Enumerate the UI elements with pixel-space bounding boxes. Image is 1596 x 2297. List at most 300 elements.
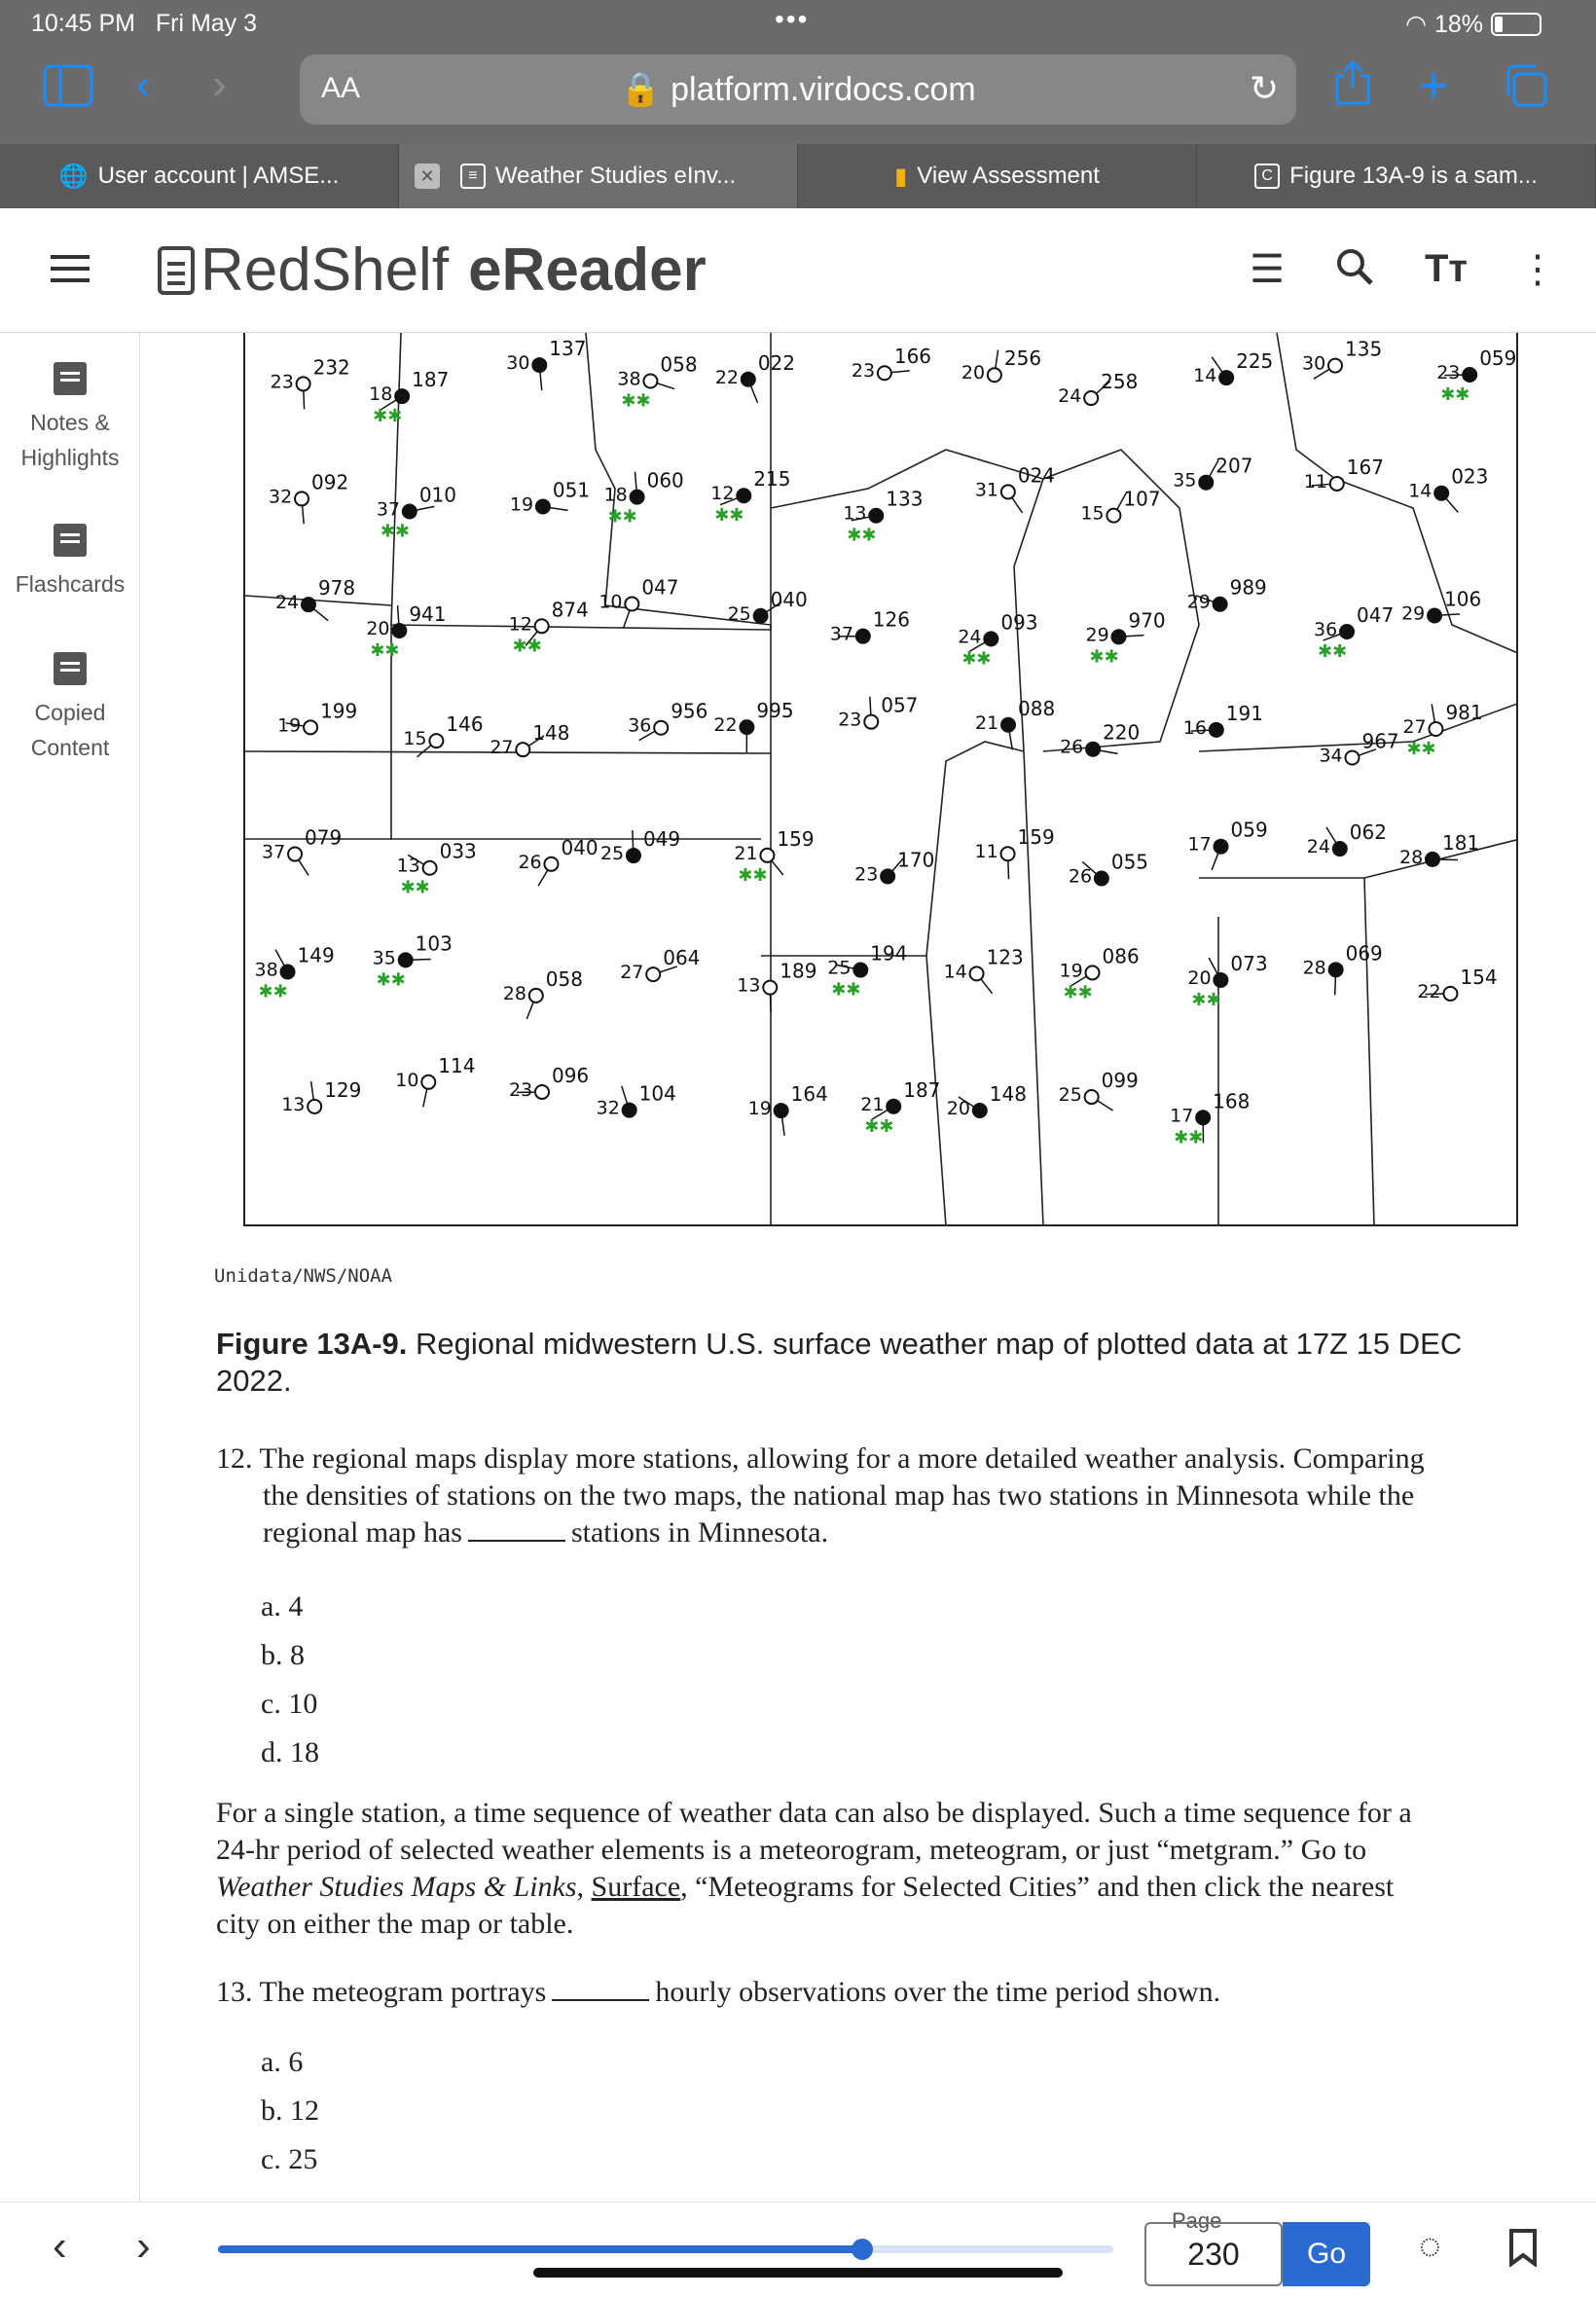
- station-temp-label: 24: [1306, 836, 1330, 858]
- tab-weather-studies[interactable]: ✕ ≡ Weather Studies eInv...: [399, 144, 798, 208]
- browser-toolbar: [0, 47, 1596, 144]
- station-pressure-label: 135: [1345, 337, 1383, 361]
- station-temp-label: 28: [1302, 957, 1326, 979]
- station-temp-label: 22: [713, 714, 738, 737]
- snow-symbol: ✱✱: [512, 636, 542, 656]
- station-plot: [944, 945, 1024, 993]
- station-temp-label: 32: [269, 486, 293, 508]
- option-b: b. 8: [261, 1639, 305, 1671]
- station-temp-label: 19: [1059, 960, 1083, 982]
- globe-icon: 🌐: [58, 163, 89, 190]
- surface-link[interactable]: Surface: [591, 1871, 681, 1903]
- reload-icon[interactable]: ↻: [1249, 68, 1279, 108]
- station-plot: [1417, 966, 1497, 1003]
- app-header: [0, 208, 1596, 333]
- station-pressure-label: 022: [757, 350, 796, 375]
- station-temp-label: 29: [1186, 591, 1211, 613]
- next-page-icon[interactable]: ›: [136, 2222, 151, 2270]
- station-temp-label: 21: [734, 842, 758, 864]
- station-pressure-label: 099: [1101, 1069, 1139, 1093]
- station-plot: [1183, 702, 1263, 739]
- station-plot: [1173, 455, 1252, 492]
- station-pressure-label: 058: [545, 966, 583, 991]
- station-plot: [1059, 1069, 1139, 1111]
- station-plot: [961, 346, 1041, 383]
- station-pressure-label: 989: [1229, 575, 1267, 600]
- station-plot: [737, 960, 816, 1013]
- station-temp-label: 15: [1080, 502, 1105, 525]
- station-temp-label: 29: [1401, 602, 1426, 625]
- previous-page-icon[interactable]: ‹: [53, 2222, 67, 2270]
- header-actions: [1250, 247, 1557, 296]
- station-pressure-label: 967: [1361, 729, 1399, 753]
- station-temp-label: 10: [598, 591, 623, 613]
- station-temp-label: 25: [1058, 1084, 1082, 1107]
- station-pressure-label: 168: [1213, 1089, 1251, 1113]
- tab-user-account[interactable]: 🌐 User account | AMSE...: [0, 144, 399, 208]
- progress-fill: [218, 2245, 862, 2253]
- station-pressure-label: 096: [551, 1063, 590, 1087]
- station-temp-label: 10: [395, 1069, 419, 1091]
- station-pressure-label: 103: [415, 931, 453, 956]
- station-plot: [503, 967, 583, 1019]
- station-pressure-label: 170: [897, 848, 935, 872]
- question-12: 12. The regional maps display more stations, allowing for a more detailed weather analysis. Comparing the densities of stations on the two maps, the national map has two stations in Minnesota while the regional map has stations in Minnesota.: [216, 1442, 1425, 1549]
- station-temp-label: 31: [974, 479, 999, 501]
- station-plot: [1188, 819, 1268, 870]
- go-button[interactable]: Go: [1283, 2222, 1370, 2286]
- snow-symbol: ✱✱: [714, 505, 744, 526]
- station-plot: [713, 699, 793, 752]
- station-pressure-label: 088: [1018, 696, 1056, 720]
- station-plot: [1060, 944, 1140, 1002]
- station-plot: [620, 946, 700, 983]
- station-plot: [1304, 456, 1384, 492]
- reader-aa-button[interactable]: AA: [321, 72, 361, 104]
- share-icon[interactable]: [1333, 60, 1372, 116]
- station-temp-label: 30: [1302, 352, 1326, 375]
- snow-symbol: ✱✱: [380, 521, 410, 541]
- station-plot: [1193, 349, 1273, 386]
- station-temp-label: 27: [620, 962, 644, 984]
- station-temp-label: 17: [1187, 833, 1212, 856]
- station-pressure-label: 981: [1445, 700, 1483, 724]
- station-pressure-label: 114: [438, 1053, 476, 1077]
- sidebar-item-copied-content[interactable]: Copied Content: [0, 652, 140, 765]
- station-plot: [1402, 701, 1482, 758]
- station-temp-label: 13: [396, 855, 420, 877]
- station-plot: [1060, 721, 1140, 758]
- station-temp-label: 23: [1436, 361, 1461, 383]
- table-of-contents-icon[interactable]: ☰: [1250, 248, 1285, 291]
- option-a: a. 6: [261, 2046, 304, 2078]
- tabs-overview-icon[interactable]: [1505, 64, 1549, 118]
- station-plot: [262, 826, 342, 876]
- station-plot: [1307, 820, 1387, 857]
- station-plot: [628, 700, 707, 741]
- station-plot: [269, 470, 348, 524]
- station-plot: [377, 484, 456, 541]
- station-pressure-label: 149: [297, 943, 335, 967]
- station-pressure-label: 258: [1101, 370, 1139, 394]
- station-temp-label: 25: [727, 602, 751, 625]
- station-pressure-label: 194: [870, 941, 908, 966]
- station-pressure-label: 129: [324, 1077, 362, 1102]
- station-temp-label: 32: [596, 1097, 620, 1119]
- meteogram-paragraph: For a single station, a time sequence of weather data can also be displayed. Such a time sequence for a 24-hr period of selected weather elements is a meteorogram, meteogram, or just “metgram.” Go to Weather Studies Maps & Links, Surface, “Meteograms for Selected Cities” and then click the nearest city on either the map or table.: [216, 1797, 1412, 1940]
- q13-options: [261, 2038, 319, 2184]
- option-c: c. 25: [261, 2143, 318, 2175]
- snow-symbol: ✱✱: [1318, 641, 1348, 662]
- menu-icon[interactable]: [51, 255, 90, 290]
- station-plot: [843, 488, 923, 545]
- station-plot: [1399, 831, 1479, 868]
- station-temp-label: 20: [1187, 966, 1212, 989]
- station-pressure-label: 051: [552, 478, 591, 502]
- home-indicator: [533, 2268, 1063, 2278]
- station-temp-label: 11: [974, 841, 998, 863]
- station-pressure-label: 181: [1442, 830, 1480, 855]
- station-plot: [600, 827, 680, 864]
- station-pressure-label: 137: [549, 337, 587, 361]
- station-plot: [715, 351, 795, 403]
- surface-weather-map: [243, 333, 1518, 1226]
- station-pressure-label: 069: [1345, 941, 1383, 966]
- station-pressure-label: 207: [1215, 454, 1253, 478]
- figure-caption: Figure 13A-9. Regional midwestern U.S. surface weather map of plotted data at 17Z 15 DEC 2022.: [216, 1327, 1463, 1398]
- station-temp-label: 23: [851, 360, 876, 383]
- station-plot: [366, 602, 446, 660]
- station-pressure-label: 215: [753, 467, 791, 492]
- station-temp-label: 34: [1319, 745, 1343, 767]
- text-size-icon[interactable]: Tт: [1424, 247, 1468, 290]
- station-pressure-label: 033: [439, 839, 477, 863]
- station-plot: [597, 1082, 676, 1119]
- station-plot: [1319, 729, 1398, 766]
- redshelf-logo-icon: [158, 246, 195, 295]
- station-pressure-label: 225: [1236, 349, 1274, 374]
- sidebar-toggle-icon[interactable]: [43, 64, 93, 118]
- station-plot: [838, 694, 918, 731]
- station-temp-label: 24: [1058, 385, 1082, 408]
- station-temp-label: 20: [961, 362, 986, 384]
- wifi-icon: ◠: [1405, 11, 1427, 38]
- station-pressure-label: 187: [412, 368, 450, 392]
- answer-blank-13: [552, 1999, 649, 2001]
- station-pressure-label: 978: [317, 576, 356, 601]
- flashcards-icon: [54, 524, 87, 557]
- station-plot: [852, 345, 931, 382]
- progress-knob[interactable]: [852, 2239, 873, 2260]
- station-plot: [598, 575, 678, 628]
- station-temp-label: 12: [710, 483, 735, 505]
- station-plot: [275, 576, 355, 620]
- snow-symbol: ✱✱: [1440, 383, 1470, 404]
- snow-symbol: ✱✱: [961, 648, 992, 669]
- station-plot: [958, 610, 1037, 668]
- station-pressure-label: 058: [660, 352, 698, 377]
- bookmark-icon[interactable]: [1508, 2228, 1538, 2278]
- station-plot: [975, 825, 1055, 879]
- page-progress-slider[interactable]: [218, 2245, 1113, 2253]
- station-plot: [509, 1064, 589, 1101]
- station-plot: [373, 931, 453, 989]
- snow-symbol: ✱✱: [607, 506, 637, 527]
- station-temp-label: 13: [281, 1093, 306, 1115]
- station-pressure-label: 024: [1017, 463, 1056, 488]
- station-pressure-label: 106: [1444, 587, 1482, 611]
- station-pressure-label: 164: [790, 1082, 828, 1107]
- brand-logo: RedShelf eReader: [158, 236, 707, 305]
- snow-symbol: ✱✱: [1089, 646, 1119, 667]
- station-plot: [277, 699, 357, 736]
- station-temp-label: 19: [277, 714, 302, 737]
- station-plot: [728, 588, 808, 625]
- snow-symbol: ✱✱: [1191, 989, 1221, 1009]
- station-plot: [1187, 576, 1267, 613]
- station-temp-label: 21: [975, 711, 999, 734]
- option-b: b. 12: [261, 2095, 319, 2127]
- tab-figure[interactable]: C Figure 13A-9 is a sam...: [1197, 144, 1596, 208]
- station-pressure-label: 126: [872, 607, 910, 632]
- station-plot: [255, 943, 335, 1001]
- sidebar-item-notes[interactable]: Notes & Highlights: [0, 362, 140, 475]
- station-plot: [1302, 338, 1382, 380]
- station-temp-label: 20: [366, 617, 390, 639]
- station-pressure-label: 874: [551, 598, 589, 622]
- station-pressure-label: 023: [1451, 464, 1489, 489]
- station-temp-label: 23: [508, 1078, 533, 1101]
- station-plot: [1408, 465, 1488, 513]
- station-temp-label: 37: [829, 623, 853, 645]
- station-temp-label: 21: [860, 1093, 885, 1115]
- reader-sidebar: [0, 333, 140, 2202]
- station-temp-label: 12: [508, 613, 532, 636]
- tab-view-assessment[interactable]: ▮ View Assessment: [798, 144, 1197, 208]
- station-temp-label: 35: [1173, 469, 1197, 492]
- station-pressure-label: 059: [1230, 818, 1268, 842]
- station-temp-label: 30: [506, 352, 530, 375]
- snow-symbol: ✱✱: [370, 639, 400, 660]
- page-number-input[interactable]: 230: [1144, 2222, 1283, 2286]
- option-d: d. 18: [261, 1736, 319, 1768]
- address-bar[interactable]: [300, 55, 1296, 125]
- audio-read-icon[interactable]: ◌: [1419, 2226, 1441, 2267]
- station-pressure-label: 093: [1000, 610, 1038, 635]
- station-temp-label: 23: [854, 863, 879, 886]
- station-pressure-label: 073: [1230, 951, 1268, 975]
- station-pressure-label: 060: [646, 468, 684, 492]
- multitask-dots-icon[interactable]: •••: [775, 4, 810, 34]
- back-icon[interactable]: ‹: [136, 60, 151, 108]
- snow-symbol: ✱✱: [400, 877, 430, 897]
- station-pressure-label: 187: [903, 1077, 941, 1102]
- station-temp-label: 16: [1182, 716, 1207, 739]
- station-pressure-label: 232: [312, 355, 350, 380]
- station-plot: [1187, 952, 1267, 1009]
- snow-symbol: ✱✱: [831, 979, 861, 1000]
- station-pressure-label: 104: [638, 1081, 676, 1106]
- station-pressure-label: 146: [446, 712, 484, 737]
- station-plot: [1436, 346, 1516, 404]
- station-plot: [510, 478, 590, 515]
- snow-symbol: ✱✱: [847, 525, 877, 545]
- station-pressure-label: 167: [1346, 455, 1384, 479]
- snow-symbol: ✱✱: [621, 390, 651, 411]
- status-right: [1405, 10, 1542, 39]
- station-plot: [518, 836, 598, 886]
- station-plot: [1170, 1089, 1250, 1147]
- station-temp-label: 14: [1408, 480, 1433, 502]
- station-temp-label: 25: [827, 957, 852, 979]
- station-plot: [271, 355, 350, 409]
- station-temp-label: 19: [509, 493, 534, 516]
- station-plot: [734, 827, 814, 885]
- map-credit: Unidata/NWS/NOAA: [214, 1265, 393, 1287]
- more-options-icon[interactable]: ⋮: [1518, 248, 1557, 291]
- station-plot: [710, 467, 790, 525]
- station-pressure-label: 159: [777, 826, 815, 851]
- sidebar-item-flashcards[interactable]: Flashcards: [0, 524, 140, 602]
- snow-symbol: ✱✱: [376, 969, 406, 990]
- station-temp-label: 37: [376, 498, 401, 521]
- new-tab-icon[interactable]: +: [1419, 57, 1449, 114]
- station-temp-label: 23: [270, 371, 294, 393]
- station-pressure-label: 159: [1017, 825, 1055, 850]
- station-plot: [1069, 851, 1148, 888]
- station-plot: [395, 1054, 475, 1107]
- station-pressure-label: 086: [1102, 944, 1140, 968]
- station-pressure-label: 059: [1479, 346, 1517, 370]
- station-pressure-label: 040: [561, 835, 598, 859]
- copy-icon: [54, 652, 87, 685]
- station-temp-label: 38: [617, 368, 641, 390]
- station-pressure-label: 148: [532, 721, 570, 746]
- station-pressure-label: 047: [1357, 603, 1395, 628]
- station-plot: [369, 368, 449, 425]
- station-temp-label: 24: [958, 626, 982, 648]
- status-time: 10:45 PM Fri May 3: [31, 10, 258, 37]
- snow-symbol: ✱✱: [738, 864, 768, 885]
- station-pressure-label: 079: [305, 825, 343, 850]
- station-plot: [830, 608, 910, 645]
- question-13: 13. The meteogram portrays hourly observations over the time period shown.: [216, 1976, 1221, 2008]
- station-temp-label: 38: [254, 959, 278, 981]
- station-temp-label: 17: [1170, 1105, 1194, 1127]
- notes-icon: [54, 362, 87, 395]
- snow-symbol: ✱✱: [258, 981, 288, 1002]
- station-pressure-label: 166: [893, 345, 932, 369]
- station-pressure-label: 956: [671, 699, 708, 723]
- station-plot: [397, 840, 477, 897]
- reader-bottom-bar: [0, 2202, 1596, 2297]
- close-tab-icon[interactable]: ✕: [415, 164, 440, 189]
- bar-chart-icon: ▮: [894, 163, 908, 190]
- station-pressure-label: 123: [986, 945, 1024, 969]
- station-temp-label: 23: [838, 709, 862, 731]
- document-icon: ≡: [460, 164, 486, 189]
- battery-icon: [1491, 13, 1542, 36]
- station-plot: [1314, 603, 1394, 661]
- station-pressure-label: 107: [1123, 487, 1161, 511]
- station-temp-label: 18: [369, 383, 393, 406]
- c-icon: C: [1254, 164, 1280, 189]
- station-plot: [1058, 370, 1138, 407]
- station-temp-label: 25: [599, 843, 625, 865]
- station-temp-label: 36: [1314, 619, 1338, 641]
- station-plot: [748, 1082, 828, 1136]
- station-temp-label: 28: [502, 982, 526, 1004]
- search-icon[interactable]: [1335, 247, 1374, 296]
- q12-options: [261, 1583, 319, 1777]
- station-temp-label: 37: [262, 841, 286, 863]
- station-temp-label: 15: [403, 728, 427, 750]
- station-temp-label: 27: [490, 737, 514, 759]
- station-plot: [1303, 941, 1383, 995]
- station-pressure-label: 189: [780, 959, 817, 983]
- battery-percent: 18%: [1433, 10, 1483, 38]
- station-temp-label: 13: [843, 502, 867, 525]
- station-pressure-label: 941: [409, 602, 447, 626]
- station-temp-label: 13: [737, 974, 761, 997]
- station-pressure-label: 047: [641, 575, 679, 600]
- station-plot: [506, 337, 586, 390]
- option-c: c. 10: [261, 1688, 318, 1720]
- station-pressure-label: 191: [1225, 701, 1263, 725]
- station-temp-label: 14: [1193, 365, 1217, 387]
- station-plot: [1085, 608, 1165, 666]
- snow-symbol: ✱✱: [373, 406, 403, 426]
- station-temp-label: 26: [518, 851, 542, 873]
- station-pressure-label: 062: [1349, 820, 1387, 845]
- station-plot: [617, 352, 697, 410]
- station-temp-label: 22: [1417, 980, 1441, 1003]
- station-pressure-label: 995: [756, 699, 794, 723]
- station-pressure-label: 064: [663, 946, 701, 970]
- snow-symbol: ✱✱: [1406, 738, 1436, 758]
- station-pressure-label: 148: [989, 1081, 1027, 1106]
- station-plot: [604, 469, 684, 527]
- map-graphic: [245, 333, 1518, 1226]
- url-text[interactable]: 🔒 platform.virdocs.com: [620, 71, 976, 108]
- station-plot: [947, 1082, 1027, 1119]
- station-pressure-label: 199: [320, 699, 358, 723]
- station-temp-label: 29: [1085, 624, 1109, 646]
- station-pressure-label: 220: [1103, 720, 1141, 745]
- snow-symbol: ✱✱: [1174, 1127, 1204, 1148]
- station-plot: [403, 712, 483, 757]
- station-temp-label: 24: [274, 592, 300, 614]
- station-temp-label: 26: [1060, 736, 1084, 758]
- station-plot: [827, 942, 907, 1000]
- station-temp-label: 27: [1402, 715, 1427, 738]
- station-plot: [860, 1078, 940, 1136]
- snow-symbol: ✱✱: [1063, 982, 1093, 1003]
- station-pressure-label: 256: [1003, 346, 1042, 371]
- browser-tabs: [0, 144, 1596, 208]
- station-pressure-label: 055: [1110, 850, 1149, 874]
- station-plot: [281, 1078, 361, 1115]
- station-pressure-label: 040: [770, 587, 808, 611]
- station-temp-label: 22: [714, 366, 740, 388]
- station-temp-label: 36: [628, 714, 652, 737]
- answer-blank-12: [468, 1540, 565, 1542]
- station-pressure-label: 133: [886, 487, 924, 511]
- forward-icon[interactable]: ›: [212, 60, 227, 108]
- station-temp-label: 28: [1399, 846, 1424, 868]
- snow-symbol: ✱✱: [864, 1115, 894, 1136]
- station-temp-label: 19: [747, 1098, 772, 1120]
